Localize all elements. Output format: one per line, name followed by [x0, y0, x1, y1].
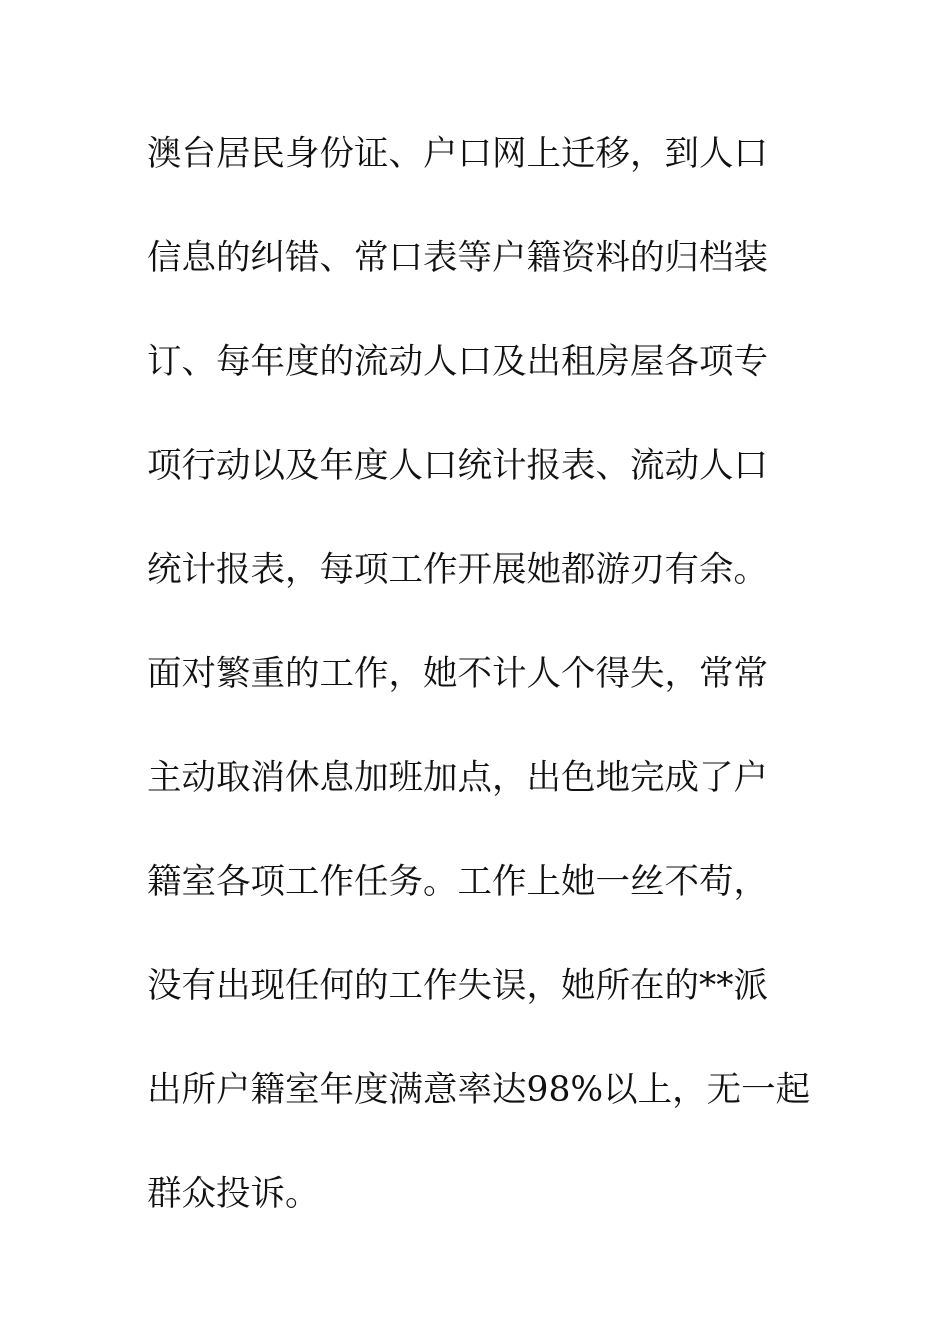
text-line: 籍室各项工作任务。工作上她一丝不苟，	[147, 862, 768, 902]
text-line: 澳台居民身份证、户口网上迁移，到人口	[147, 134, 768, 174]
text-line: 项行动以及年度人口统计报表、流动人口	[147, 446, 768, 486]
text-line: 群众投诉。	[147, 1174, 320, 1214]
text-line: 没有出现任何的工作失误，她所在的**派	[147, 966, 768, 1006]
text-line: 出所户籍室年度满意率达98%以上，无一起	[147, 1070, 811, 1110]
text-line: 订、每年度的流动人口及出租房屋各项专	[147, 342, 768, 382]
body-paragraph	[147, 122, 847, 1266]
text-line: 统计报表，每项工作开展她都游刃有余。	[147, 550, 768, 590]
text-line: 主动取消休息加班加点，出色地完成了户	[147, 758, 768, 798]
text-line: 信息的纠错、常口表等户籍资料的归档装	[147, 238, 768, 278]
text-line: 面对繁重的工作，她不计人个得失，常常	[147, 654, 768, 694]
